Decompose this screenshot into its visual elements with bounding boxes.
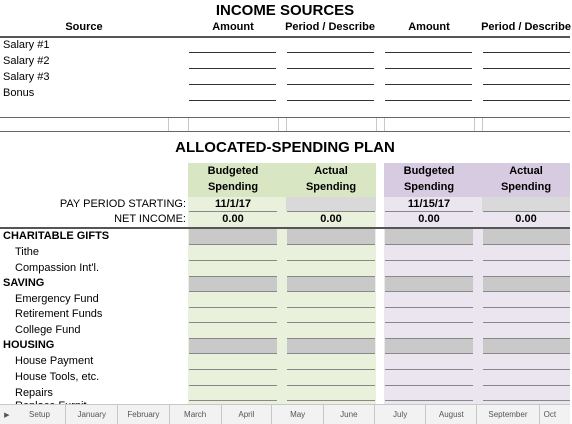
cell-underline[interactable] — [483, 260, 570, 261]
cell-underline[interactable] — [189, 369, 277, 370]
cell-underline[interactable] — [385, 244, 473, 245]
income-input-line[interactable] — [483, 52, 570, 53]
line-item-label: Retirement Funds — [15, 308, 103, 320]
cell-underline[interactable] — [483, 307, 570, 308]
cell-underline[interactable] — [385, 307, 473, 308]
pay-period-label: PAY PERIOD STARTING: — [59, 198, 186, 210]
cell-underline[interactable] — [385, 353, 473, 354]
col1-header-line2: Spending — [207, 181, 259, 193]
header-source: Source — [65, 21, 103, 33]
category-band — [385, 229, 473, 244]
cell-underline[interactable] — [385, 260, 473, 261]
income-input-line[interactable] — [189, 100, 276, 101]
cell-underline[interactable] — [483, 369, 570, 370]
sheet-tab[interactable]: April — [222, 405, 273, 424]
plan-title: ALLOCATED-SPENDING PLAN — [175, 139, 395, 156]
line-item-label: Emergency Fund — [15, 293, 99, 305]
cell-underline[interactable] — [189, 291, 277, 292]
cell-underline[interactable] — [483, 385, 570, 386]
income-input-line[interactable] — [287, 52, 374, 53]
category-label: CHARITABLE GIFTS — [3, 230, 110, 242]
cell-underline[interactable] — [385, 338, 473, 339]
sheet-tab[interactable]: Oct — [543, 410, 557, 419]
category-band — [483, 229, 570, 244]
cell-underline[interactable] — [385, 291, 473, 292]
cell-underline[interactable] — [287, 307, 375, 308]
cell-underline[interactable] — [287, 385, 375, 386]
sheet-tab[interactable]: March — [170, 405, 222, 424]
gridline — [278, 118, 279, 131]
cell-underline[interactable] — [483, 353, 570, 354]
income-input-line[interactable] — [385, 84, 472, 85]
category-band — [189, 338, 277, 353]
col2-header-line1: Actual — [314, 165, 348, 177]
cell-underline[interactable] — [287, 353, 375, 354]
actual-cell-grey — [482, 197, 570, 211]
cell-underline[interactable] — [385, 322, 473, 323]
cell-underline[interactable] — [287, 322, 375, 323]
income-input-line[interactable] — [483, 68, 570, 69]
net-income-value: 0.00 — [222, 213, 244, 225]
net-income-value: 0.00 — [515, 213, 537, 225]
gridline — [474, 118, 475, 131]
category-band — [189, 229, 277, 244]
col1-header-line1: Budgeted — [207, 165, 259, 177]
income-row-label: Salary #1 — [3, 39, 50, 51]
gridline — [286, 118, 287, 131]
cell-underline[interactable] — [287, 400, 375, 401]
cell-underline[interactable] — [189, 244, 277, 245]
cell-underline[interactable] — [385, 385, 473, 386]
line-item-label: Repairs — [15, 387, 53, 399]
income-input-line[interactable] — [385, 52, 472, 53]
income-input-line[interactable] — [385, 68, 472, 69]
cell-underline[interactable] — [483, 338, 570, 339]
cell-underline[interactable] — [483, 291, 570, 292]
header-period-2: Period / Describe — [481, 21, 571, 33]
income-input-line[interactable] — [189, 84, 276, 85]
cell-underline[interactable] — [189, 307, 277, 308]
income-input-line[interactable] — [287, 84, 374, 85]
cell-underline[interactable] — [189, 353, 277, 354]
category-band — [385, 276, 473, 291]
cell-underline[interactable] — [287, 369, 375, 370]
cell-underline — [287, 211, 375, 212]
line-item-label: House Tools, etc. — [15, 371, 100, 383]
income-input-line[interactable] — [287, 100, 374, 101]
net-income-value: 0.00 — [418, 213, 440, 225]
cell-underline[interactable] — [189, 338, 277, 339]
header-amount-2: Amount — [408, 21, 450, 33]
cell-underline[interactable] — [385, 369, 473, 370]
gridline — [188, 118, 189, 131]
category-label: SAVING — [3, 277, 45, 289]
category-band — [287, 229, 375, 244]
net-income-label: NET INCOME: — [114, 213, 186, 225]
income-input-line[interactable] — [287, 68, 374, 69]
cell-underline[interactable] — [189, 276, 277, 277]
gridline — [482, 118, 483, 131]
income-row-label: Salary #3 — [3, 71, 50, 83]
cell-underline[interactable] — [189, 400, 277, 401]
income-header-border — [0, 36, 570, 38]
header-period-1: Period / Describe — [285, 21, 375, 33]
income-input-line[interactable] — [189, 68, 276, 69]
plan-top-border — [0, 131, 570, 132]
category-band — [189, 276, 277, 291]
cell-underline[interactable] — [483, 400, 570, 401]
category-label: HOUSING — [3, 339, 55, 351]
cell-underline[interactable] — [385, 276, 473, 277]
col4-header-line2: Spending — [500, 181, 552, 193]
cell-underline[interactable] — [287, 260, 375, 261]
gridline — [376, 118, 377, 131]
tab-scroll-arrow-icon[interactable]: ▶ — [4, 411, 10, 419]
sheet-tab[interactable]: September — [477, 405, 539, 424]
income-input-line[interactable] — [385, 100, 472, 101]
cell-underline[interactable] — [287, 338, 375, 339]
income-row-label: Salary #2 — [3, 55, 50, 67]
gridline — [168, 118, 169, 131]
cell-underline — [385, 211, 473, 212]
pay-period-date-2[interactable]: 11/15/17 — [407, 198, 451, 210]
income-sources-title: INCOME SOURCES — [215, 2, 355, 19]
cell-underline[interactable] — [483, 276, 570, 277]
pay-period-date-1[interactable]: 11/1/17 — [214, 198, 252, 210]
net-income-value: 0.00 — [320, 213, 342, 225]
cell-underline[interactable] — [287, 291, 375, 292]
col4-header-line1: Actual — [509, 165, 543, 177]
cell-underline — [189, 211, 277, 212]
category-band — [287, 276, 375, 291]
sheet-tab-bar — [0, 404, 570, 424]
sheet-tab[interactable]: May — [272, 405, 324, 424]
income-input-line[interactable] — [483, 84, 570, 85]
category-band — [385, 338, 473, 353]
category-band — [483, 338, 570, 353]
cell-underline[interactable] — [189, 385, 277, 386]
header-amount-1: Amount — [212, 21, 254, 33]
cell-underline[interactable] — [287, 276, 375, 277]
line-item-label: Compassion Int'l. — [15, 262, 100, 274]
category-band — [287, 338, 375, 353]
sheet-tab[interactable]: January — [66, 405, 118, 424]
cell-underline — [483, 211, 570, 212]
sheet-tab[interactable]: Setup — [14, 405, 67, 424]
cell-underline[interactable] — [483, 322, 570, 323]
actual-cell-grey — [286, 197, 376, 211]
income-input-line[interactable] — [483, 100, 570, 101]
sheet-tab[interactable]: June — [324, 405, 375, 424]
line-item-label: Tithe — [15, 246, 40, 258]
cell-underline[interactable] — [385, 400, 473, 401]
col2-header-line2: Spending — [305, 181, 357, 193]
sheet-tab[interactable]: February — [118, 405, 170, 424]
income-bottom-border — [0, 117, 570, 118]
income-row-label: Bonus — [3, 87, 35, 99]
col3-header-line2: Spending — [403, 181, 455, 193]
sheet-tab[interactable]: August — [426, 405, 477, 424]
cell-underline[interactable] — [483, 244, 570, 245]
line-item-label: College Fund — [15, 324, 81, 336]
sheet-tab[interactable]: July — [375, 405, 427, 424]
cell-underline[interactable] — [189, 260, 277, 261]
cell-underline[interactable] — [189, 322, 277, 323]
income-input-line[interactable] — [189, 52, 276, 53]
gridline — [384, 118, 385, 131]
cell-underline[interactable] — [287, 244, 375, 245]
line-item-label: House Payment — [15, 355, 94, 367]
category-band — [483, 276, 570, 291]
col3-header-line1: Budgeted — [403, 165, 455, 177]
